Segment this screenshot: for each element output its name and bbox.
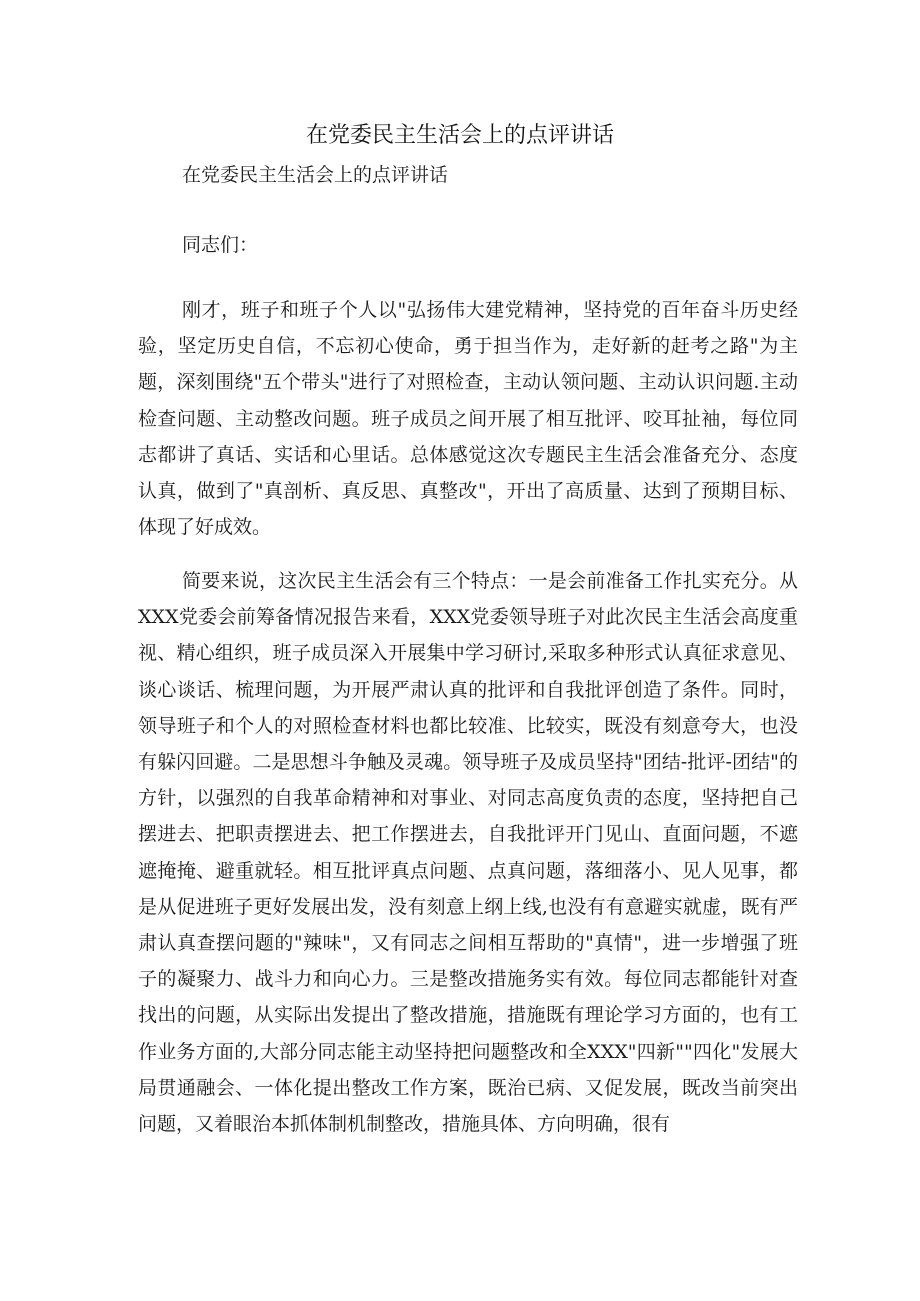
- document-subtitle: 在党委民主生活会上的点评讲话: [182, 164, 449, 186]
- salutation: 同志们：: [182, 234, 259, 256]
- document-title: 在党委民主生活会上的点评讲话: [305, 123, 614, 148]
- body-paragraph-1: 刚才，班子和班子个人以"弘扬伟大建党精神，坚持党的百年奋斗历史经验，坚定历史自信，不忘初心使命，勇于担当作为，走好新的赶考之路"为主题，深刻围绕"五个带头"进行了对照检查，主动认领问题、主动认识问题.主动检查问题、主动整改问题。班子成员之间开展了相互批评、咬耳扯袖，每位同志都讲了真话、实话和心里话。总体感觉这次专题民主生活会准备充分、态度认真，做到了"真剖析、真反思、真整改"，开出了高质量、达到了预期目标、体现了好成效。: [138, 299, 798, 539]
- body-paragraph-2: 简要来说，这次民主生活会有三个特点：一是会前准备工作扎实充分。从XXX党委会前筹备情况报告来看，XXX党委领导班子对此次民主生活会高度重视、精心组织，班子成员深入开展集中学习研讨,采取多种形式认真征求意见、谈心谈话、梳理问题，为开展严肃认真的批评和自我批评创造了条件。同时，领导班子和个人的对照检查材料也都比较准、比较实，既没有刻意夸大，也没有躲闪回避。二是思想斗争触及灵魂。领导班子及成员坚持"团结-批评-团结"的方针，以强烈的自我革命精神和对事业、对同志高度负责的态度，坚持把自己摆进去、把职责摆进去、把工作摆进去，自我批评开门见山、直面问题，不遮遮掩掩、避重就轻。相互批评真点问题、点真问题，落细落小、见人见事，都是从促进班子更好发展出发，没有刻意上纲上线,也没有有意避实就虚，既有严肃认真查摆问题的"辣味"，又有同志之间相互帮助的"真情"，进一步增强了班子的凝聚力、战斗力和向心力。三是整改措施务实有效。每位同志都能针对查找出的问题，从实际出发提出了整改措施，措施既有理论学习方面的，也有工作业务方面的,大部分同志能主动坚持把问题整改和全XXX"四新""四化"发展大局贯通融会、一体化提出整改工作方案，既治已病、又促发展，既改当前突出问题，又着眼治本抓体制机制整改，措施具体、方向明确，很有: [138, 570, 798, 1136]
